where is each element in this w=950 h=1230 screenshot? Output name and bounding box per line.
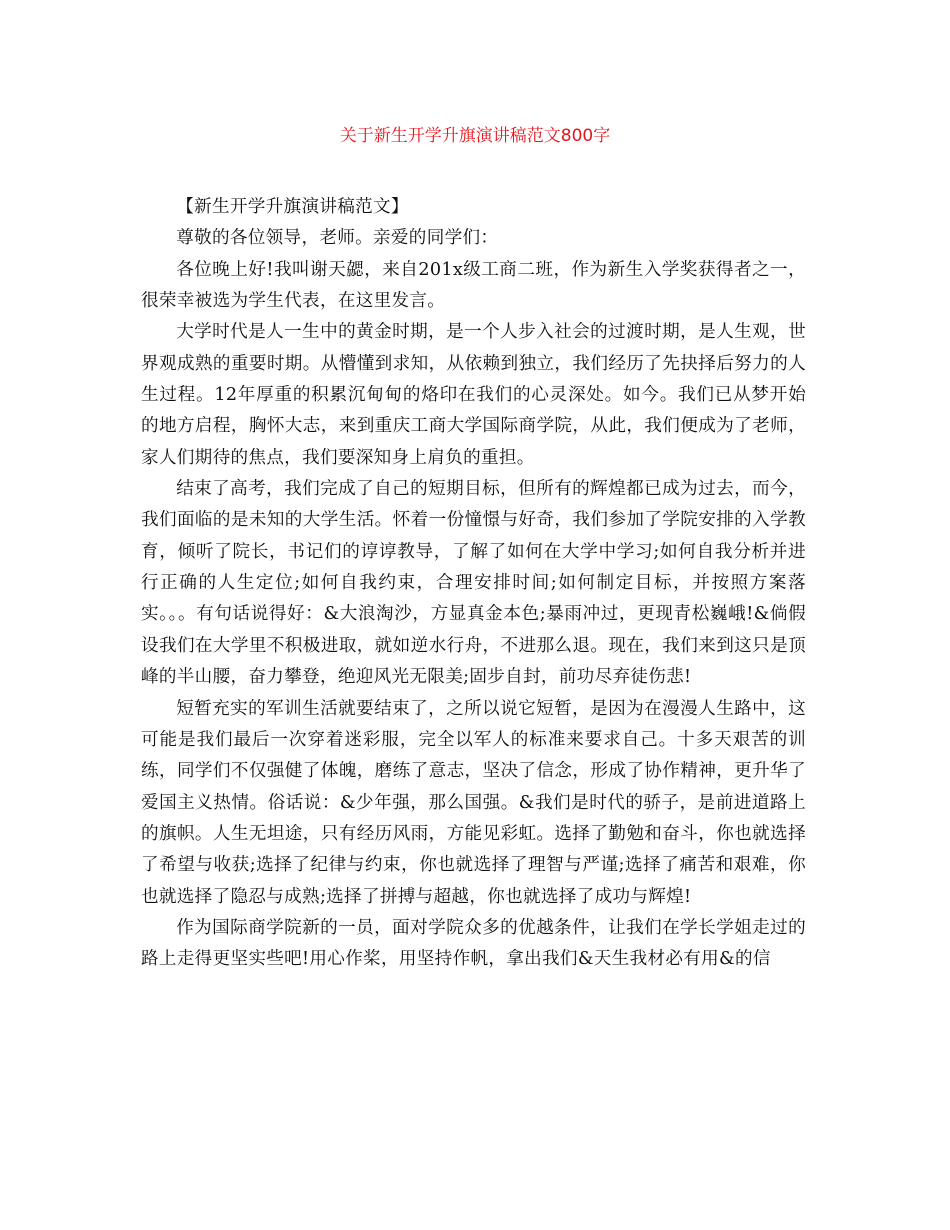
paragraph-salutation: 尊敬的各位领导，老师。亲爱的同学们：: [176, 228, 499, 249]
paragraph-military-training: 短暂充实的军训生活就要结束了，之所以说它短暂，是因为在漫漫人生路中，这可能是我们最后一次穿着迷彩服，完全以军人的标准来要求自己。十多天艰苦的训练，同学们不仅强健了体魄，磨练了意志，坚决了信念，形成了协作精神，更升华了爱国主义热情。俗话说：&少年强，那么国强。&我们是时代的骄子，是前进道路上的旗帜。人生无坦途，只有经历风雨，方能见彩虹。选择了勤勉和奋斗，你也就选择了希望与收获;选择了纪律与约束，你也就选择了理智与严谨;选择了痛苦和艰难，你也就选择了隐忍与成熟;选择了拼搏与超越，你也就选择了成功与辉煌!: [141, 698, 806, 907]
paragraph-university-era: 大学时代是人一生中的黄金时期，是一个人步入社会的过渡时期，是人生观，世界观成熟的重要时期。从懵懂到求知，从依赖到独立，我们经历了先抉择后努力的人生过程。12年厚重的积累沉甸甸的烙印在我们的心灵深处。如今。我们已从梦开始的地方启程，胸怀大志，来到重庆工商大学国际商学院，从此，我们便成为了老师，家人们期待的焦点，我们要深知身上肩负的重担。: [141, 322, 806, 468]
paragraph-introduction: 各位晚上好!我叫谢天勰，来自201x级工商二班，作为新生入学奖获得者之一，很荣幸被选为学生代表，在这里发言。: [141, 259, 806, 312]
document-body: [141, 192, 806, 976]
paragraph-new-member: 作为国际商学院新的一员，面对学院众多的优越条件，让我们在学长学姐走过的路上走得更坚实些吧!用心作桨，用坚持作帆，拿出我们&天生我材必有用&的信: [141, 917, 806, 970]
paragraph-after-exam: 结束了高考，我们完成了自己的短期目标，但所有的辉煌都已成为过去，而今，我们面临的是未知的大学生活。怀着一份憧憬与好奇，我们参加了学院安排的入学教育，倾听了院长，书记们的谆谆教导，了解了如何在大学中学习;如何自我分析并进行正确的人生定位;如何自我约束，合理安排时间;如何制定目标，并按照方案落实。。。有句话说得好：&大浪淘沙，方显真金本色;暴雨冲过，更现青松巍峨!&倘假设我们在大学里不积极进取，就如逆水行舟，不进那么退。现在，我们来到这只是顶峰的半山腰，奋力攀登，绝迎风光无限美;固步自封，前功尽弃徒伤悲!: [141, 479, 806, 688]
document-title: 关于新生开学升旗演讲稿范文800字: [339, 126, 611, 146]
section-heading: 【新生开学升旗演讲稿范文】: [176, 197, 409, 217]
